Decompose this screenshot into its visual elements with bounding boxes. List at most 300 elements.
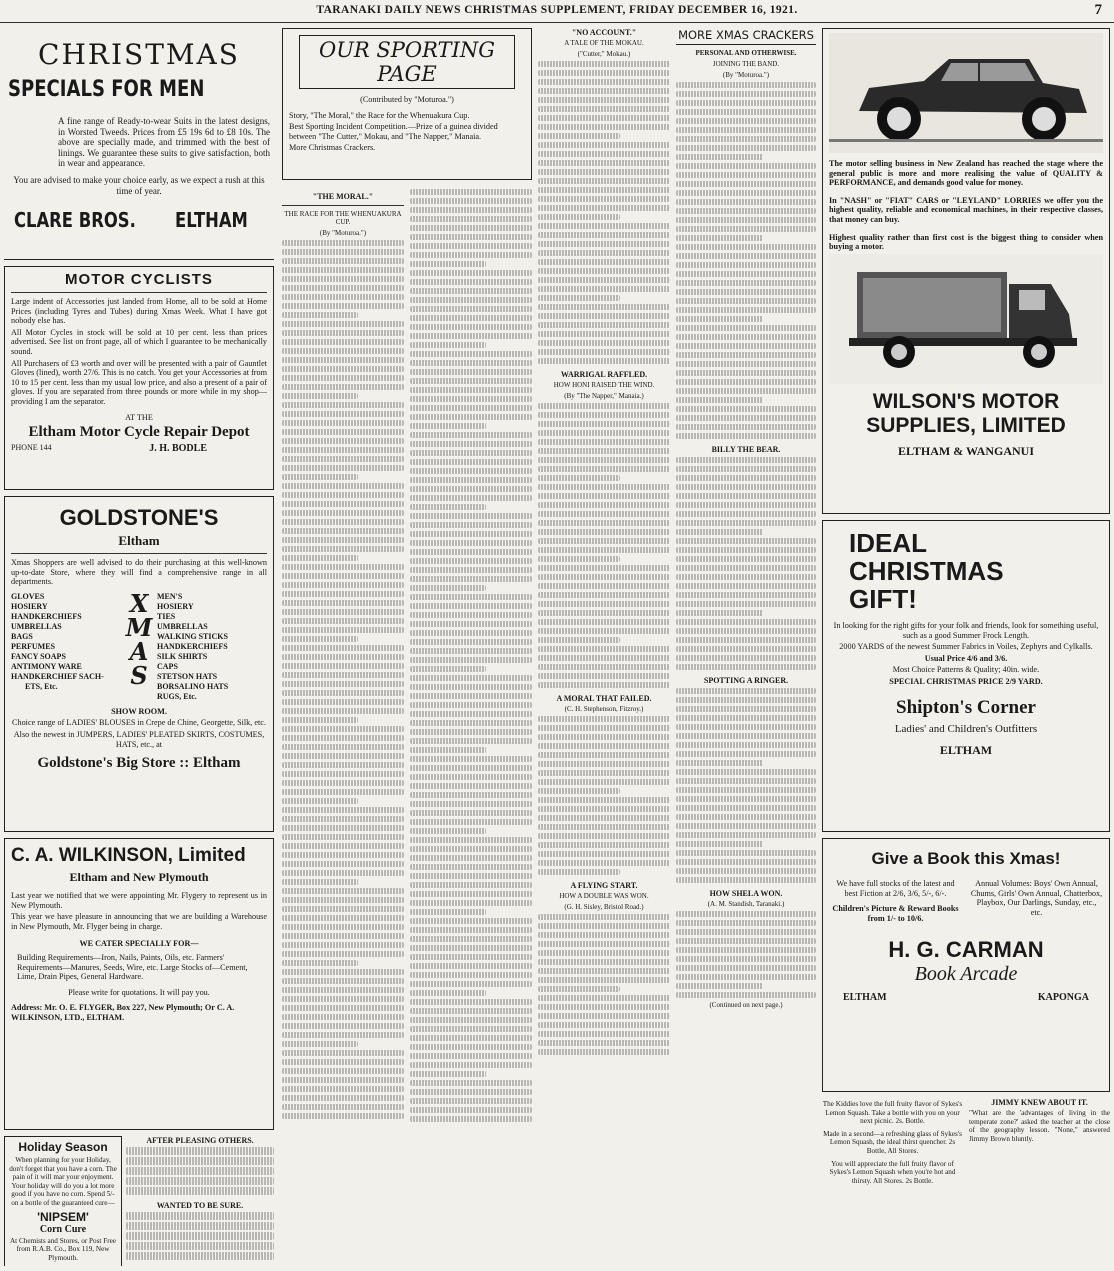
text-line bbox=[676, 379, 816, 385]
clare-advice: You are advised to make your choice early, as we expect a rush at this time of year. bbox=[13, 174, 265, 196]
text-line bbox=[538, 475, 620, 481]
text-line bbox=[538, 340, 670, 346]
text-line bbox=[410, 297, 532, 303]
text-line bbox=[676, 992, 816, 998]
text-line bbox=[410, 621, 532, 627]
body-text-block bbox=[676, 82, 816, 439]
carman-columns bbox=[829, 877, 1103, 925]
text-line bbox=[410, 747, 486, 753]
text-line bbox=[282, 1095, 404, 1101]
text-line bbox=[282, 510, 404, 516]
motor-footer bbox=[11, 443, 267, 454]
motor-p1: Large indent of Accessories just landed from Home, all to be sold at Home Prices (including Tyres and Tubes) during Xmas Week. What I have got nobody else has. bbox=[11, 297, 267, 326]
text-line bbox=[410, 990, 486, 996]
text-line bbox=[282, 528, 404, 534]
wilson-caption: The motor selling business in New Zealand has reached the stage where the general public is more and more realising the value of QUALITY & PERFORMANCE, and demands good value for money. bbox=[829, 159, 1103, 188]
text-line bbox=[410, 936, 532, 942]
text-line bbox=[538, 232, 670, 238]
text-line bbox=[538, 664, 670, 670]
nipsem-sub: Corn Cure bbox=[39, 1223, 87, 1235]
text-line bbox=[410, 243, 532, 249]
body-text-block bbox=[538, 61, 670, 364]
text-line bbox=[538, 619, 670, 625]
text-line bbox=[676, 163, 816, 169]
text-line bbox=[410, 405, 532, 411]
text-line bbox=[410, 459, 532, 465]
text-line bbox=[282, 951, 404, 957]
text-line bbox=[676, 199, 816, 205]
text-line bbox=[538, 761, 670, 767]
text-line bbox=[538, 592, 670, 598]
jimmy-title: JIMMY KNEW ABOUT IT. bbox=[991, 1098, 1088, 1107]
text-line bbox=[538, 923, 670, 929]
text-line bbox=[410, 576, 532, 582]
wilson-brands: In "NASH" or "FIAT" CARS or "LEYLAND" LORRIES we offer you the highest quality, reliable and economical machines, in their respective classes, that money can buy. bbox=[829, 195, 1103, 224]
motor-title: MOTOR CYCLISTS bbox=[65, 271, 213, 288]
text-line bbox=[410, 945, 532, 951]
text-line bbox=[410, 765, 532, 771]
wilkinson-write: Please write for quotations. It will pay you. bbox=[68, 987, 210, 997]
jimmy-article bbox=[969, 1098, 1110, 1187]
text-line bbox=[282, 321, 404, 327]
text-line bbox=[538, 268, 670, 274]
text-line bbox=[282, 942, 404, 948]
text-line bbox=[676, 334, 816, 340]
text-line bbox=[410, 909, 486, 915]
text-line bbox=[282, 591, 404, 597]
text-line bbox=[538, 61, 670, 67]
column-2 bbox=[282, 28, 532, 1266]
text-line bbox=[538, 205, 670, 211]
text-line bbox=[410, 648, 532, 654]
text-line bbox=[538, 655, 670, 661]
text-line bbox=[282, 1005, 404, 1011]
text-line bbox=[538, 637, 620, 643]
clare-name: CLARE BROS. bbox=[14, 208, 136, 233]
text-line bbox=[538, 743, 670, 749]
text-line bbox=[282, 699, 404, 705]
text-line bbox=[282, 492, 404, 498]
list-item: FANCY SOAPS bbox=[11, 651, 66, 661]
text-line bbox=[282, 618, 404, 624]
list-item: ANTIMONY WARE bbox=[11, 661, 82, 671]
text-line bbox=[676, 109, 816, 115]
clare-bros-ad bbox=[4, 28, 274, 260]
text-line bbox=[282, 438, 404, 444]
motor-car-illustration bbox=[829, 33, 1103, 153]
text-line bbox=[538, 1013, 670, 1019]
text-line bbox=[410, 927, 532, 933]
crackers-sub: PERSONAL AND OTHERWISE. bbox=[695, 49, 797, 57]
text-line bbox=[410, 531, 532, 537]
text-line bbox=[410, 783, 532, 789]
text-line bbox=[282, 546, 404, 552]
text-line bbox=[282, 726, 404, 732]
text-line bbox=[676, 538, 816, 544]
text-line bbox=[676, 235, 763, 241]
letter-m: M bbox=[125, 612, 153, 642]
text-line bbox=[538, 628, 670, 634]
text-line bbox=[282, 1077, 404, 1083]
text-line bbox=[410, 270, 532, 276]
clare-place: ELTHAM bbox=[175, 208, 248, 233]
text-line bbox=[410, 810, 532, 816]
text-line bbox=[676, 457, 816, 463]
list-item: BORSALINO HATS bbox=[157, 681, 229, 691]
text-line bbox=[538, 682, 670, 688]
motor-owner: J. H. BODLE bbox=[149, 443, 207, 455]
nipsem-body: When planning for your Holiday, don't forget that you have a corn. The pain of it will mar your enjoyment. Your holiday will do you a lot more good if you have no corn. Spend 5/- on a bottle of the guaranteed cure— bbox=[9, 1156, 117, 1207]
text-line bbox=[538, 169, 670, 175]
list-item: TIES bbox=[157, 611, 176, 621]
moral-col-b bbox=[410, 186, 532, 1262]
text-line bbox=[282, 1032, 404, 1038]
text-line bbox=[676, 361, 816, 367]
text-line bbox=[410, 828, 486, 834]
text-line bbox=[410, 603, 532, 609]
sporting-line-3: More Christmas Crackers. bbox=[289, 143, 376, 153]
text-line bbox=[282, 357, 404, 363]
text-line bbox=[676, 868, 816, 874]
carman-fiction: We have full stocks of the latest and best Fiction at 2/6, 3/6, 5/-, 6/-. bbox=[836, 879, 955, 898]
text-line bbox=[282, 609, 404, 615]
text-line bbox=[282, 258, 404, 264]
text-line bbox=[538, 547, 670, 553]
carman-title: Give a Book this Xmas! bbox=[871, 849, 1061, 868]
text-line bbox=[676, 565, 816, 571]
text-line bbox=[410, 342, 486, 348]
text-line bbox=[282, 555, 358, 561]
text-line bbox=[538, 403, 670, 409]
text-line bbox=[282, 933, 404, 939]
text-line bbox=[410, 756, 532, 762]
text-line bbox=[538, 538, 670, 544]
motor-depot: Eltham Motor Cycle Repair Depot bbox=[28, 424, 250, 441]
carman-name: H. G. CARMAN bbox=[888, 937, 1044, 963]
flying-start-by: (G. H. Sisley, Bristol Road.) bbox=[564, 903, 644, 911]
text-line bbox=[676, 601, 816, 607]
sporting-title: OUR SPORTING PAGE bbox=[299, 35, 515, 89]
list-item: HOSIERY bbox=[11, 601, 48, 611]
text-line bbox=[410, 864, 532, 870]
text-line bbox=[676, 316, 763, 322]
goldstone-place: Eltham bbox=[118, 533, 160, 548]
lorry-illustration bbox=[829, 254, 1103, 384]
body-text-block bbox=[538, 716, 670, 875]
sykes-ads bbox=[822, 1098, 963, 1187]
text-line bbox=[676, 244, 816, 250]
text-line bbox=[410, 612, 532, 618]
carman-place-2: KAPONGA bbox=[1037, 992, 1089, 1004]
text-line bbox=[282, 915, 404, 921]
shipton-p2: 2000 YARDS of the newest Summer Fabrics in Voiles, Zephyrs and Cylkalls. bbox=[839, 642, 1093, 652]
shipton-h1: IDEAL bbox=[849, 528, 927, 558]
jimmy-text: "What are the 'advantages of living in the temperate zone?' asked the teacher at the close of the geography lesson. "None," answered Jimmy Brown bluntly. bbox=[969, 1109, 1110, 1143]
text-line bbox=[410, 900, 532, 906]
text-line bbox=[410, 486, 532, 492]
text-line bbox=[676, 118, 816, 124]
text-line bbox=[282, 267, 404, 273]
text-line bbox=[538, 673, 670, 679]
text-line bbox=[538, 286, 670, 292]
text-line bbox=[282, 240, 404, 246]
text-line bbox=[676, 796, 816, 802]
body-text-block bbox=[282, 240, 404, 1119]
text-line bbox=[538, 788, 620, 794]
text-line bbox=[410, 495, 532, 501]
carman-ad bbox=[822, 838, 1110, 1092]
text-line bbox=[676, 370, 816, 376]
text-line bbox=[538, 583, 670, 589]
text-line bbox=[676, 574, 816, 580]
text-line bbox=[410, 414, 532, 420]
shipton-p1: In looking for the right gifts for your folk and friends, look for something useful, such as a good Summer Frock Length. bbox=[833, 621, 1099, 640]
text-line bbox=[282, 393, 358, 399]
carman-sub: Book Arcade bbox=[914, 963, 1018, 986]
text-line bbox=[538, 502, 670, 508]
text-line bbox=[410, 1044, 532, 1050]
goldstone-intro: Xmas Shoppers are well advised to do their purchasing at this well-known up-to-date Store, where they will find a comprehensive range in all departments. bbox=[11, 558, 267, 587]
text-line bbox=[282, 402, 404, 408]
text-line bbox=[676, 877, 816, 883]
nipsem-title: Holiday Season bbox=[18, 1140, 108, 1154]
text-line bbox=[676, 697, 816, 703]
text-line bbox=[410, 774, 532, 780]
text-line bbox=[282, 537, 404, 543]
text-line bbox=[676, 769, 816, 775]
text-line bbox=[538, 646, 670, 652]
text-line bbox=[538, 734, 670, 740]
text-line bbox=[676, 253, 816, 259]
motor-phone: PHONE 144 bbox=[11, 443, 52, 453]
text-line bbox=[410, 333, 532, 339]
text-line bbox=[410, 198, 532, 204]
text-line bbox=[282, 1059, 404, 1065]
text-line bbox=[676, 583, 816, 589]
text-line bbox=[282, 285, 404, 291]
carman-places bbox=[843, 992, 1089, 1003]
text-line bbox=[410, 351, 532, 357]
goldstone-right-list bbox=[157, 592, 267, 702]
body-text-block bbox=[676, 457, 816, 670]
sporting-contrib: (Contributed by "Moturoa.") bbox=[360, 95, 454, 104]
list-item: ETS, Etc. bbox=[25, 681, 58, 691]
text-line bbox=[282, 798, 358, 804]
text-line bbox=[410, 1026, 532, 1032]
text-line bbox=[676, 787, 816, 793]
list-item: SILK SHIRTS bbox=[157, 651, 208, 661]
goldstone-showroom: SHOW ROOM. bbox=[111, 706, 167, 716]
text-line bbox=[410, 873, 532, 879]
text-line bbox=[676, 298, 816, 304]
text-line bbox=[538, 187, 670, 193]
text-line bbox=[282, 582, 404, 588]
sykes-1: The Kiddies love the full fruity flavor of Sykes's Lemon Squash. Take a bottle with you on your next picnic. 2s. Bottle. bbox=[822, 1100, 963, 1126]
text-line bbox=[410, 981, 532, 987]
text-line bbox=[410, 513, 532, 519]
text-line bbox=[410, 819, 532, 825]
text-line bbox=[410, 963, 532, 969]
text-line bbox=[676, 947, 816, 953]
text-line bbox=[410, 315, 532, 321]
text-line bbox=[410, 657, 532, 663]
text-line bbox=[676, 154, 763, 160]
text-line bbox=[282, 825, 404, 831]
text-line bbox=[282, 1086, 404, 1092]
text-line bbox=[282, 1014, 404, 1020]
text-line bbox=[538, 842, 670, 848]
list-item: BAGS bbox=[11, 631, 33, 641]
text-line bbox=[282, 789, 404, 795]
text-line bbox=[410, 396, 532, 402]
text-line bbox=[538, 178, 670, 184]
xmas-letters bbox=[125, 588, 153, 702]
text-line bbox=[676, 724, 816, 730]
text-line bbox=[282, 330, 404, 336]
text-line bbox=[282, 573, 404, 579]
text-line bbox=[282, 600, 404, 606]
motor-p2: All Motor Cycles in stock will be sold at 10 per cent. less than prices advertised. See list on front page, all of which I guarantee to be mechanically sound. bbox=[11, 327, 267, 356]
text-line bbox=[676, 511, 816, 517]
text-line bbox=[282, 924, 404, 930]
text-line bbox=[282, 1023, 404, 1029]
text-line bbox=[282, 771, 404, 777]
moral-title: "THE MORAL." bbox=[312, 192, 374, 201]
text-line bbox=[538, 277, 670, 283]
wilkinson-p1: Last year we notified that we were appointing Mr. Flygery to represent us in New Plymouth. bbox=[11, 891, 267, 910]
text-line bbox=[676, 145, 816, 151]
text-line bbox=[410, 837, 532, 843]
text-line bbox=[676, 751, 816, 757]
text-line bbox=[538, 950, 670, 956]
clare-body: A fine range of Ready-to-wear Suits in the latest designs, in Worsted Tweeds. Prices from £5 19s 6d to £8 10s. The above are specially made, and trimmed with the best of linings. We guarantee these suits to give satisfaction, both in wear and appearance. bbox=[58, 116, 270, 169]
text-line bbox=[676, 493, 816, 499]
clare-title: CHRISTMAS bbox=[38, 38, 240, 71]
carman-annuals: Annual Volumes: Boys' Own Annual, Chums, Girls' Own Annual, Chatterbox, Playbox, Our Darlings, Sunday, etc., etc. bbox=[970, 879, 1103, 917]
list-item: UMBRELLAS bbox=[11, 621, 62, 631]
text-line bbox=[282, 249, 404, 255]
wilkinson-ad bbox=[4, 838, 274, 1130]
text-line bbox=[676, 325, 816, 331]
text-line bbox=[410, 846, 532, 852]
text-line bbox=[538, 995, 670, 1001]
continued-note: (Continued on next page.) bbox=[709, 1001, 783, 1009]
text-line bbox=[410, 549, 532, 555]
moral-failed-by: (C. H. Stephenson, Fitzroy.) bbox=[564, 705, 644, 713]
spotting-ringer-title: SPOTTING A RINGER. bbox=[703, 676, 789, 685]
text-line bbox=[538, 752, 670, 758]
text-line bbox=[282, 681, 404, 687]
text-line bbox=[410, 207, 532, 213]
text-line bbox=[538, 358, 670, 364]
text-line bbox=[538, 520, 670, 526]
text-line bbox=[538, 1031, 670, 1037]
text-line bbox=[538, 70, 670, 76]
how-shela-won-by: (A. M. Standish, Taranaki.) bbox=[707, 900, 785, 908]
text-line bbox=[282, 447, 404, 453]
text-line bbox=[282, 879, 358, 885]
text-line bbox=[410, 675, 532, 681]
carman-place-1: ELTHAM bbox=[843, 992, 887, 1004]
text-line bbox=[282, 762, 404, 768]
text-line bbox=[282, 294, 404, 300]
sporting-line-1: Story, "The Moral," the Race for the Whenuakura Cup. bbox=[289, 110, 470, 120]
text-line bbox=[676, 965, 816, 971]
text-line bbox=[538, 142, 670, 148]
text-line bbox=[410, 882, 532, 888]
letter-a: A bbox=[129, 636, 149, 666]
text-line bbox=[676, 929, 816, 935]
wilson-place: ELTHAM & WANGANUI bbox=[897, 443, 1035, 458]
text-line bbox=[410, 1080, 532, 1086]
list-item: RUGS, Etc. bbox=[157, 691, 197, 701]
text-line bbox=[410, 261, 486, 267]
text-line bbox=[676, 208, 816, 214]
text-line bbox=[282, 276, 404, 282]
shipton-sub: Ladies' and Children's Outfitters bbox=[894, 722, 1038, 735]
text-line bbox=[282, 1041, 358, 1047]
text-line bbox=[282, 420, 404, 426]
text-line bbox=[538, 484, 670, 490]
text-line bbox=[676, 397, 763, 403]
goldstone-show-text: Choice range of LADIES' BLOUSES in Crepe de Chine, Georgette, Silk, etc. bbox=[12, 718, 266, 728]
goldstone-title: GOLDSTONE'S bbox=[59, 505, 219, 530]
body-text-block bbox=[676, 688, 816, 883]
text-line bbox=[282, 690, 404, 696]
text-line bbox=[538, 115, 670, 121]
letter-x: X bbox=[129, 588, 149, 618]
wanted-title: WANTED TO BE SURE. bbox=[156, 1201, 244, 1210]
text-line bbox=[538, 914, 670, 920]
text-line bbox=[676, 181, 816, 187]
text-line bbox=[676, 592, 816, 598]
text-line bbox=[676, 262, 816, 268]
moral-byline: (By "Moturoa.") bbox=[319, 229, 367, 237]
text-line bbox=[282, 960, 358, 966]
text-line bbox=[538, 439, 670, 445]
shipton-h2: CHRISTMAS bbox=[849, 556, 1004, 586]
text-line bbox=[282, 870, 404, 876]
text-line bbox=[410, 720, 532, 726]
text-line bbox=[410, 360, 532, 366]
text-line bbox=[282, 312, 358, 318]
text-line bbox=[410, 999, 532, 1005]
text-line bbox=[410, 225, 532, 231]
text-line bbox=[538, 160, 670, 166]
text-line bbox=[410, 324, 532, 330]
shipton-place: ELTHAM bbox=[939, 742, 993, 757]
nipsem-name: 'NIPSEM' bbox=[37, 1209, 89, 1224]
wilkinson-sub: Eltham and New Plymouth bbox=[69, 870, 209, 884]
text-line bbox=[410, 252, 532, 258]
text-line bbox=[410, 369, 532, 375]
wilkinson-cater: WE CATER SPECIALLY FOR— bbox=[79, 939, 199, 949]
text-line bbox=[538, 1004, 670, 1010]
no-account-sub: A TALE OF THE MOKAU. bbox=[564, 39, 644, 47]
text-line bbox=[282, 708, 404, 714]
text-line bbox=[282, 1104, 404, 1110]
text-line bbox=[282, 843, 404, 849]
text-line bbox=[538, 851, 670, 857]
wilson-note: Highest quality rather than first cost is the biggest thing to consider when buying a motor. bbox=[829, 232, 1103, 252]
text-line bbox=[410, 1098, 532, 1104]
text-line bbox=[538, 932, 670, 938]
text-line bbox=[538, 574, 670, 580]
column-5 bbox=[822, 28, 1110, 1266]
text-line bbox=[410, 594, 532, 600]
page-number: 7 bbox=[1094, 2, 1102, 18]
sporting-line-2: Best Sporting Incident Competition.—Prize of a guinea divided between "The Cutter," Mokau, and "The Napper," Manaia. bbox=[289, 122, 498, 141]
